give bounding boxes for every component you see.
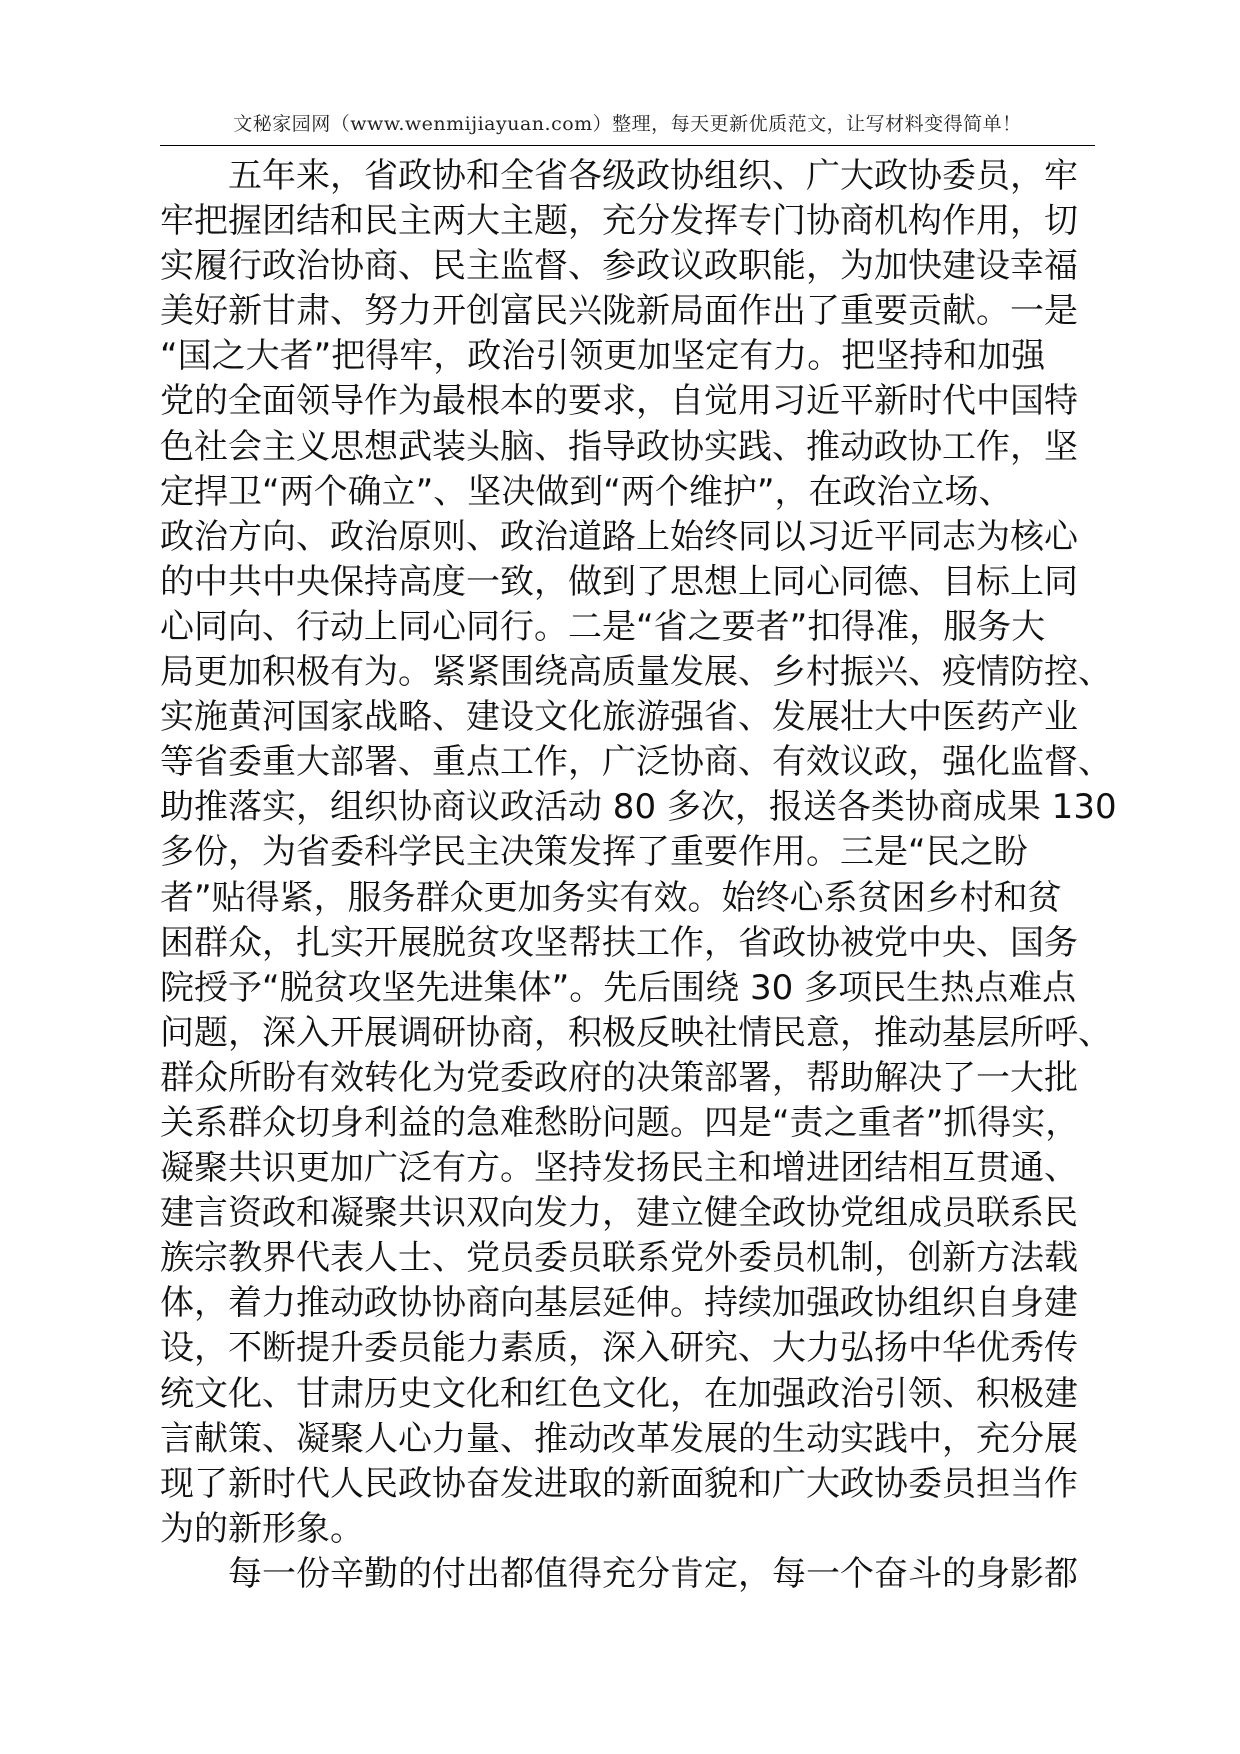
paragraph-line: 问题，深入开展调研协商，积极反映社情民意，推动基层所呼、 [160, 1012, 1112, 1053]
paragraph-line: 多份，为省委科学民主决策发挥了重要作用。三是“民之盼 [160, 832, 1028, 873]
paragraph-line: 体，着力推动政协协商向基层延伸。持续加强政协组织自身建 [160, 1283, 1078, 1324]
page-header: 文秘家园网（www.wenmijiayuan.com）整理，每天更新优质范文，让写材料变得简单！ [233, 113, 1022, 135]
paragraph-line: 关系群众切身利益的急难愁盼问题。四是“责之重者”抓得实， [160, 1102, 1080, 1143]
paragraph-line: 困群众，扎实开展脱贫攻坚帮扶工作，省政协被党中央、国务 [160, 922, 1078, 963]
paragraph-line: 色社会主义思想武装头脑、指导政协实践、推动政协工作，坚 [160, 426, 1078, 467]
paragraph-line: 局更加积极有为。紧紧围绕高质量发展、乡村振兴、疫情防控、 [160, 652, 1112, 693]
paragraph-line: 凝聚共识更加广泛有方。坚持发扬民主和增进团结相互贯通、 [160, 1148, 1078, 1189]
paragraph-line: 五年来，省政协和全省各级政协组织、广大政协委员，牢 [228, 156, 1078, 196]
paragraph-line: 政治方向、政治原则、政治道路上始终同以习近平同志为核心 [160, 516, 1078, 557]
header-divider [160, 145, 1095, 146]
paragraph-line: 心同向、行动上同心同行。二是“省之要者”扣得准，服务大 [160, 606, 1046, 647]
paragraph-line: 建言资政和凝聚共识双向发力，建立健全政协党组成员联系民 [160, 1193, 1078, 1234]
paragraph-line: 的中共中央保持高度一致，做到了思想上同心同德、目标上同 [160, 561, 1078, 602]
paragraph-line: 言献策、凝聚人心力量、推动改革发展的生动实践中，充分展 [160, 1418, 1078, 1459]
paragraph-line: 统文化、甘肃历史文化和红色文化，在加强政治引领、积极建 [160, 1373, 1078, 1414]
paragraph-container [160, 154, 1117, 1597]
paragraph-line: 党的全面领导作为最根本的要求，自觉用习近平新时代中国特 [160, 381, 1078, 422]
paragraph-line: 美好新甘肃、努力开创富民兴陇新局面作出了重要贡献。一是 [160, 291, 1078, 332]
document-body [160, 154, 1117, 1597]
paragraph-line: 族宗教界代表人士、党员委员联系党外委员机制，创新方法载 [160, 1238, 1078, 1279]
paragraph-line: 定捍卫“两个确立”、坚决做到“两个维护”，在政治立场、 [160, 471, 1013, 512]
paragraph-line: 现了新时代人民政协奋发进取的新面貌和广大政协委员担当作 [160, 1463, 1078, 1504]
paragraph-line: 等省委重大部署、重点工作，广泛协商、有效议政，强化监督、 [160, 742, 1112, 783]
paragraph-line: 者”贴得紧，服务群众更加务实有效。始终心系贫困乡村和贫 [160, 877, 1062, 918]
paragraph-line: 助推落实，组织协商议政活动 80 多次，报送各类协商成果 130 [160, 787, 1117, 828]
paragraph-line: 每一份辛勤的付出都值得充分肯定，每一个奋斗的身影都 [228, 1553, 1078, 1594]
paragraph-line: 实履行政治协商、民主监督、参政议政职能，为加快建设幸福 [160, 246, 1078, 287]
paragraph-line: 实施黄河国家战略、建设文化旅游强省、发展壮大中医药产业 [160, 697, 1078, 738]
paragraph-line: 群众所盼有效转化为党委政府的决策部署，帮助解决了一大批 [160, 1057, 1078, 1098]
paragraph-line: 为的新形象。 [160, 1508, 364, 1549]
paragraph-line: “国之大者”把得牢，政治引领更加坚定有力。把坚持和加强 [160, 336, 1046, 377]
paragraph-line: 设，不断提升委员能力素质，深入研究、大力弘扬中华优秀传 [160, 1328, 1078, 1369]
paragraph-line: 院授予“脱贫攻坚先进集体”。先后围绕 30 多项民生热点难点 [160, 967, 1077, 1008]
paragraph-line: 牢把握团结和民主两大主题，充分发挥专门协商机构作用，切 [160, 201, 1078, 242]
